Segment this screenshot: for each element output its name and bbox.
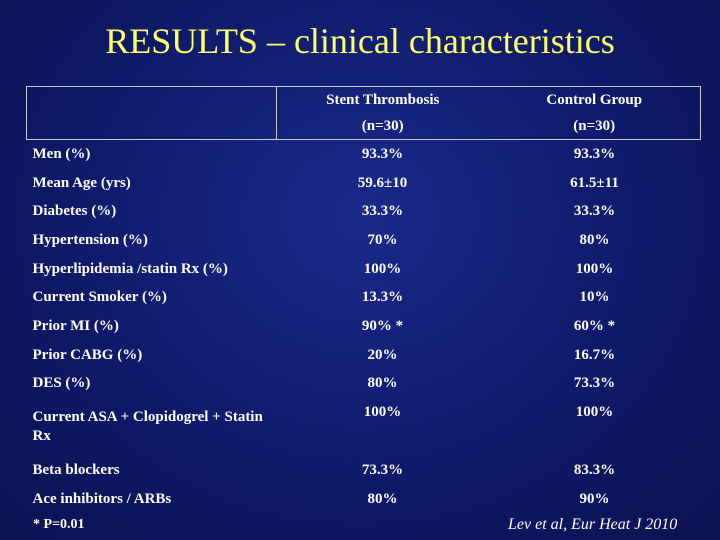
table-row bbox=[27, 140, 701, 169]
control-group-value: 100% bbox=[575, 404, 614, 421]
stent-thrombosis-value: 90% * bbox=[361, 317, 404, 334]
row-label: Men (%) bbox=[32, 145, 91, 162]
row-label: Current ASA + Clopidogrel + Statin Rx bbox=[32, 409, 263, 445]
control-group-value: 73.3% bbox=[573, 375, 616, 392]
header-stent-thrombosis bbox=[277, 87, 489, 140]
header-control-group-n: (n=30) bbox=[573, 118, 616, 134]
row-label: Ace inhibitors / ARBs bbox=[32, 490, 172, 507]
control-group-value: 33.3% bbox=[573, 203, 616, 220]
stent-thrombosis-value: 20% bbox=[367, 346, 398, 363]
table-row bbox=[27, 312, 701, 341]
table-row bbox=[27, 370, 701, 399]
header-control-group bbox=[489, 87, 701, 140]
row-label: Hypertension (%) bbox=[32, 231, 148, 248]
stent-thrombosis-value: 13.3% bbox=[361, 289, 404, 306]
stent-thrombosis-value: 80% bbox=[367, 375, 398, 392]
header-stent-thrombosis-n: (n=30) bbox=[361, 118, 404, 134]
results-table bbox=[26, 86, 701, 514]
table-row bbox=[27, 226, 701, 255]
row-label: Prior CABG (%) bbox=[32, 346, 143, 363]
stent-thrombosis-value: 80% bbox=[367, 490, 398, 507]
significance-footnote: * P=0.01 bbox=[33, 517, 85, 532]
stent-thrombosis-value: 93.3% bbox=[361, 145, 404, 162]
results-table-container bbox=[26, 86, 700, 514]
stent-thrombosis-value: 33.3% bbox=[361, 203, 404, 220]
table-row bbox=[27, 341, 701, 370]
control-group-value: 61.5±11 bbox=[570, 174, 619, 191]
control-group-value: 93.3% bbox=[573, 145, 616, 162]
row-label: Prior MI (%) bbox=[32, 317, 119, 334]
citation: Lev et al, Eur Heat J 2010 bbox=[508, 516, 678, 533]
stent-thrombosis-value: 73.3% bbox=[361, 462, 404, 479]
table-header-row bbox=[27, 87, 701, 140]
control-group-value: 10% bbox=[579, 289, 610, 306]
header-control-group-name: Control Group bbox=[546, 92, 643, 108]
control-group-value: 60% * bbox=[573, 317, 616, 334]
row-label: Beta blockers bbox=[32, 462, 120, 479]
control-group-value: 90% bbox=[579, 490, 610, 507]
table-row bbox=[27, 255, 701, 284]
table-row bbox=[27, 197, 701, 226]
stent-thrombosis-value: 100% bbox=[363, 260, 402, 277]
row-label: Mean Age (yrs) bbox=[32, 174, 131, 191]
stent-thrombosis-value: 70% bbox=[367, 231, 398, 248]
control-group-value: 16.7% bbox=[573, 346, 616, 363]
header-stent-thrombosis-name: Stent Thrombosis bbox=[326, 92, 440, 108]
stent-thrombosis-value: 59.6±10 bbox=[357, 174, 408, 191]
control-group-value: 83.3% bbox=[573, 462, 616, 479]
row-label: Hyperlipidemia /statin Rx (%) bbox=[32, 260, 228, 277]
table-row bbox=[27, 169, 701, 198]
table-row bbox=[27, 485, 701, 514]
control-group-value: 100% bbox=[575, 260, 614, 277]
stent-thrombosis-value: 100% bbox=[363, 404, 402, 421]
row-label: DES (%) bbox=[32, 375, 91, 392]
slide-title: RESULTS – clinical characteristics bbox=[105, 21, 615, 61]
row-label: Diabetes (%) bbox=[32, 203, 117, 220]
table-row bbox=[27, 456, 701, 485]
table-row bbox=[27, 283, 701, 312]
control-group-value: 80% bbox=[579, 231, 610, 248]
row-label: Current Smoker (%) bbox=[32, 289, 167, 306]
header-blank-cell bbox=[27, 87, 277, 140]
table-row bbox=[27, 398, 701, 456]
